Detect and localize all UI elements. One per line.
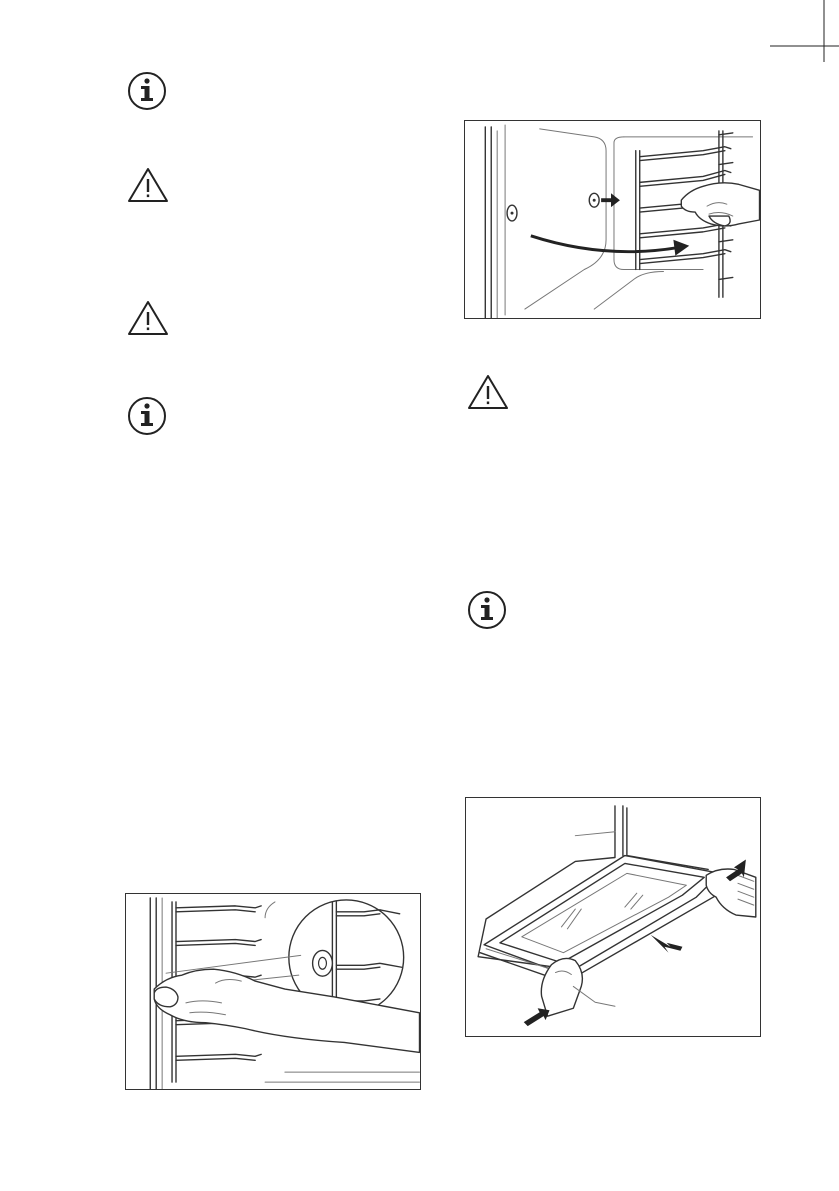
crop-mark (770, 0, 839, 62)
door-glass-panel-removal-figure (465, 797, 761, 1037)
warning-icon (467, 374, 509, 410)
info-icon (467, 590, 507, 630)
info-icon (127, 396, 167, 436)
info-icon (127, 71, 167, 111)
shelf-support-installation-figure (125, 893, 421, 1090)
warning-icon (127, 300, 169, 336)
warning-icon (127, 167, 169, 203)
shelf-support-removal-figure (464, 120, 761, 319)
